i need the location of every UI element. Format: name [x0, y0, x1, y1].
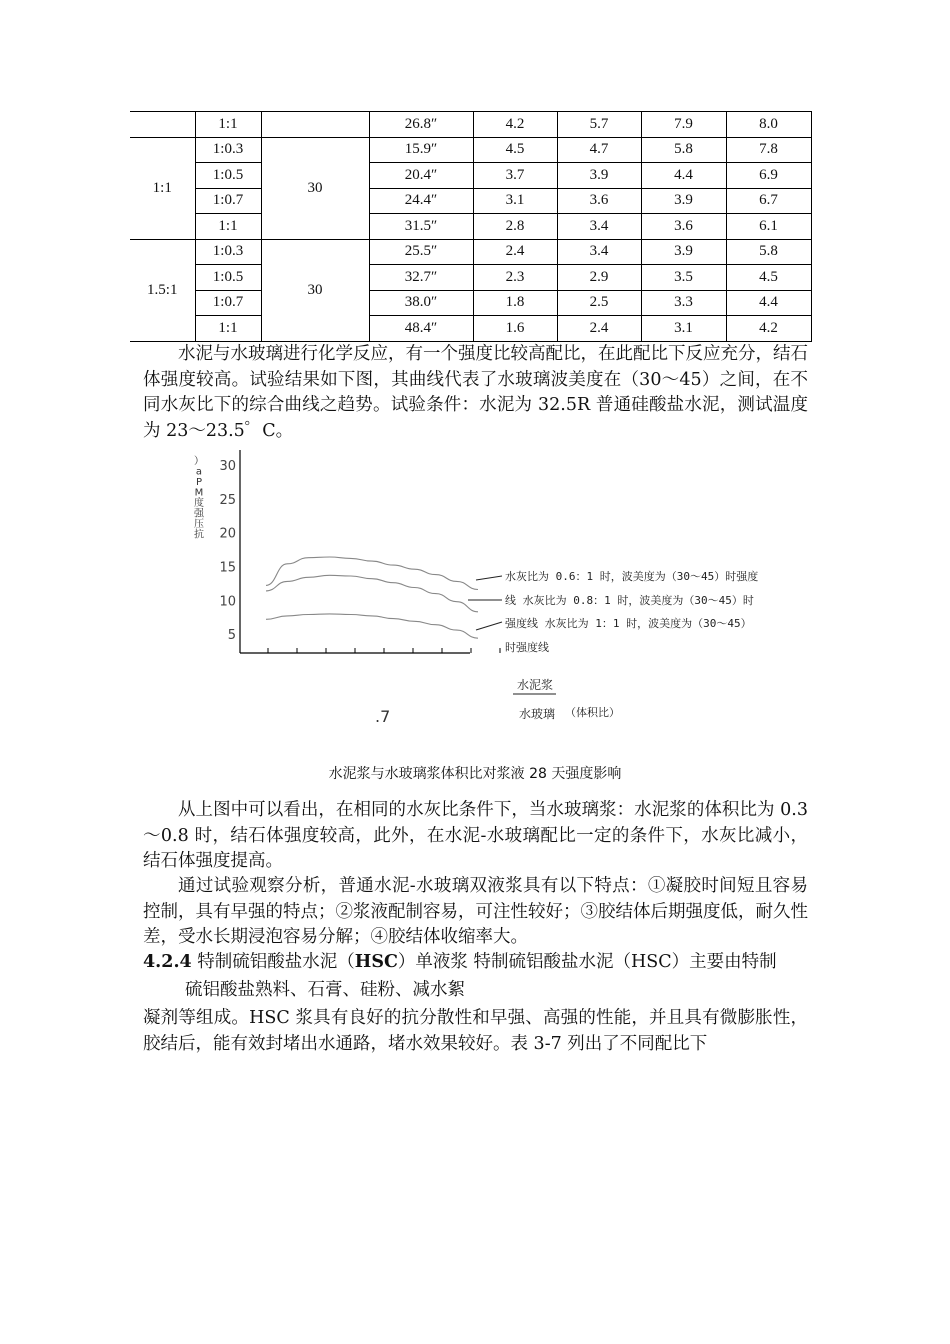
table-cell: 4.4 — [641, 163, 726, 189]
heading-continuation: 硫铝酸盐熟料、石膏、硅粉、减水絮 — [185, 980, 465, 1000]
table-cell: 2.3 — [473, 265, 557, 291]
series-annotation: 强度线 水灰比为 1：1 时，波美度为（30～45） — [505, 617, 752, 630]
table-cell: 3.9 — [641, 239, 726, 265]
table-cell: 2.8 — [473, 214, 557, 240]
y-axis-label-glyph: P — [195, 477, 203, 488]
table-row — [130, 137, 811, 163]
y-axis-label-glyph: 抗 — [194, 529, 204, 541]
table-cell: 6.1 — [726, 214, 811, 240]
table-cell: 3.4 — [557, 239, 641, 265]
table-cell: 31.5″ — [369, 214, 473, 240]
table-cell: 8.0 — [726, 112, 811, 138]
table-cell: 5.8 — [641, 137, 726, 163]
paragraph-features: 通过试验观察分析，普通水泥-水玻璃双液浆具有以下特点：①凝胶时间短且容易控制，具有早强的特点；②浆液配制容易，可注性较好；③胶结体后期强度低，耐久性差，受水长期浸泡容易分解；④胶结体收缩率大。 — [143, 876, 808, 947]
table-cell: 3.9 — [557, 163, 641, 189]
table-row — [130, 188, 811, 214]
table-cell: 1:0.5 — [195, 163, 261, 189]
table-cell: 30 — [261, 239, 369, 341]
y-tick-label: 10 — [219, 594, 236, 610]
table-cell: 26.8″ — [369, 112, 473, 138]
table-cell: 2.5 — [557, 290, 641, 316]
section-heading — [143, 950, 808, 976]
series-line — [266, 575, 478, 612]
table-cell: 2.9 — [557, 265, 641, 291]
y-axis-label-glyph: a — [195, 466, 203, 478]
series-line — [266, 614, 478, 638]
y-tick-label: 25 — [219, 492, 236, 508]
table-row — [130, 239, 811, 265]
table-row — [130, 316, 811, 342]
table-cell: 3.4 — [557, 214, 641, 240]
y-tick-label: 5 — [227, 628, 236, 644]
table-cell: 1:1 — [195, 316, 261, 342]
y-tick-label: 20 — [219, 526, 236, 542]
table-cell: 4.5 — [726, 265, 811, 291]
table-cell: 1.5:1 — [130, 239, 195, 341]
series-annotation: 水灰比为 0.6：1 时，波美度为（30～45）时强度 — [505, 570, 759, 583]
paragraph-conclusion: 从上图中可以看出，在相同的水灰比条件下，当水玻璃浆：水泥浆的体积比为 0.3～0.8 时，结石体强度较高，此外，在水泥-水玻璃配比一定的条件下，水灰比减小，结石体强度提高。 — [143, 800, 808, 871]
table-cell — [130, 112, 195, 138]
table-cell: 6.7 — [726, 188, 811, 214]
table-cell: 3.1 — [473, 188, 557, 214]
table-row — [130, 163, 811, 189]
table-cell: 4.4 — [726, 290, 811, 316]
series-annotation: 线 水灰比为 0.8：1 时，波美度为（30～45）时 — [505, 594, 754, 607]
table-cell: 4.2 — [473, 112, 557, 138]
table-cell: 5.7 — [557, 112, 641, 138]
table-cell: 4.2 — [726, 316, 811, 342]
table-cell: 1.6 — [473, 316, 557, 342]
table-cell: 48.4″ — [369, 316, 473, 342]
paragraph-hsc: 凝剂等组成。HSC 浆具有良好的抗分散性和早强、高强的性能，并且具有微膨胀性，胶结后，能有效封堵出水通路，堵水效果较好。表 3-7 列出了不同配比下 — [143, 1008, 808, 1054]
heading-text-b: ）单液浆 特制硫铝酸盐水泥（HSC）主要由特制 — [397, 952, 777, 972]
leader-line-3 — [476, 622, 502, 630]
table-cell: 3.6 — [557, 188, 641, 214]
section-number: 4.2.4 — [143, 952, 192, 972]
y-axis-label — [194, 455, 205, 541]
x-label-unit: （体积比） — [565, 707, 620, 719]
table-cell: 30 — [261, 137, 369, 239]
table-cell: 1:1 — [195, 214, 261, 240]
table-cell: 7.9 — [641, 112, 726, 138]
y-tick-label: 15 — [219, 560, 236, 576]
figure-caption: 水泥浆与水玻璃浆体积比对浆液 28 天强度影响 — [328, 766, 622, 782]
y-axis-label-glyph: 压 — [194, 519, 204, 530]
strength-chart — [180, 450, 800, 730]
y-axis-label-glyph: 度 — [194, 498, 204, 509]
table-cell: 3.7 — [473, 163, 557, 189]
table-row — [130, 214, 811, 240]
table-cell: 2.4 — [557, 316, 641, 342]
table-cell: 24.4″ — [369, 188, 473, 214]
table-cell: 1:0.5 — [195, 265, 261, 291]
table-cell: 4.7 — [557, 137, 641, 163]
table-cell: 3.5 — [641, 265, 726, 291]
table-cell: 6.9 — [726, 163, 811, 189]
table-cell: 1:0.3 — [195, 137, 261, 163]
table-cell: 38.0″ — [369, 290, 473, 316]
table-cell — [261, 112, 369, 138]
table-cell: 1:0.3 — [195, 239, 261, 265]
table-row — [130, 112, 811, 138]
table-row — [130, 290, 811, 316]
table-cell: 25.5″ — [369, 239, 473, 265]
y-tick-label: 30 — [219, 459, 236, 474]
table-cell: 1:1 — [195, 112, 261, 138]
y-axis-label-glyph: ） — [194, 456, 204, 467]
table-cell: 5.8 — [726, 239, 811, 265]
heading-text-bold: HSC — [354, 952, 398, 972]
table-cell: 1:1 — [130, 137, 195, 239]
table-cell: 2.4 — [473, 239, 557, 265]
table-cell: 3.9 — [641, 188, 726, 214]
y-axis-label-glyph: M — [194, 487, 204, 499]
table-cell: 1:0.7 — [195, 290, 261, 316]
y-axis-ticks — [219, 459, 236, 643]
table-cell: 3.1 — [641, 316, 726, 342]
series-lines — [266, 557, 478, 638]
table-cell: 20.4″ — [369, 163, 473, 189]
table-cell: 3.6 — [641, 214, 726, 240]
table-cell: 15.9″ — [369, 137, 473, 163]
heading-text-a: 特制硫铝酸盐水泥（ — [191, 952, 355, 972]
x-axis-ticks — [268, 648, 500, 653]
x-label-top: 水泥浆 — [517, 678, 554, 692]
table-cell: 7.8 — [726, 137, 811, 163]
table-cell: 3.3 — [641, 290, 726, 316]
x-tick-label: .7 — [375, 707, 391, 726]
x-label-bottom: 水玻璃 — [519, 707, 556, 721]
series-annotation: 时强度线 — [505, 641, 549, 654]
table-row — [130, 265, 811, 291]
y-axis-label-glyph: 强 — [194, 508, 204, 520]
table-cell: 1.8 — [473, 290, 557, 316]
table-cell: 4.5 — [473, 137, 557, 163]
table-cell: 1:0.7 — [195, 188, 261, 214]
data-table — [130, 111, 812, 342]
leader-line-1 — [476, 576, 502, 580]
paragraph-intro: 水泥与水玻璃进行化学反应，有一个强度比较高配比，在此配比下反应充分，结石体强度较高。试验结果如下图，其曲线代表了水玻璃波美度在（30～45）之间，在不同水灰比下的综合曲线之趋势。试验条件：水泥为 32.5R 普通硅酸盐水泥，测试温度为 23～23.5゜C。 — [143, 344, 808, 441]
series-line — [266, 557, 478, 590]
table-cell: 32.7″ — [369, 265, 473, 291]
